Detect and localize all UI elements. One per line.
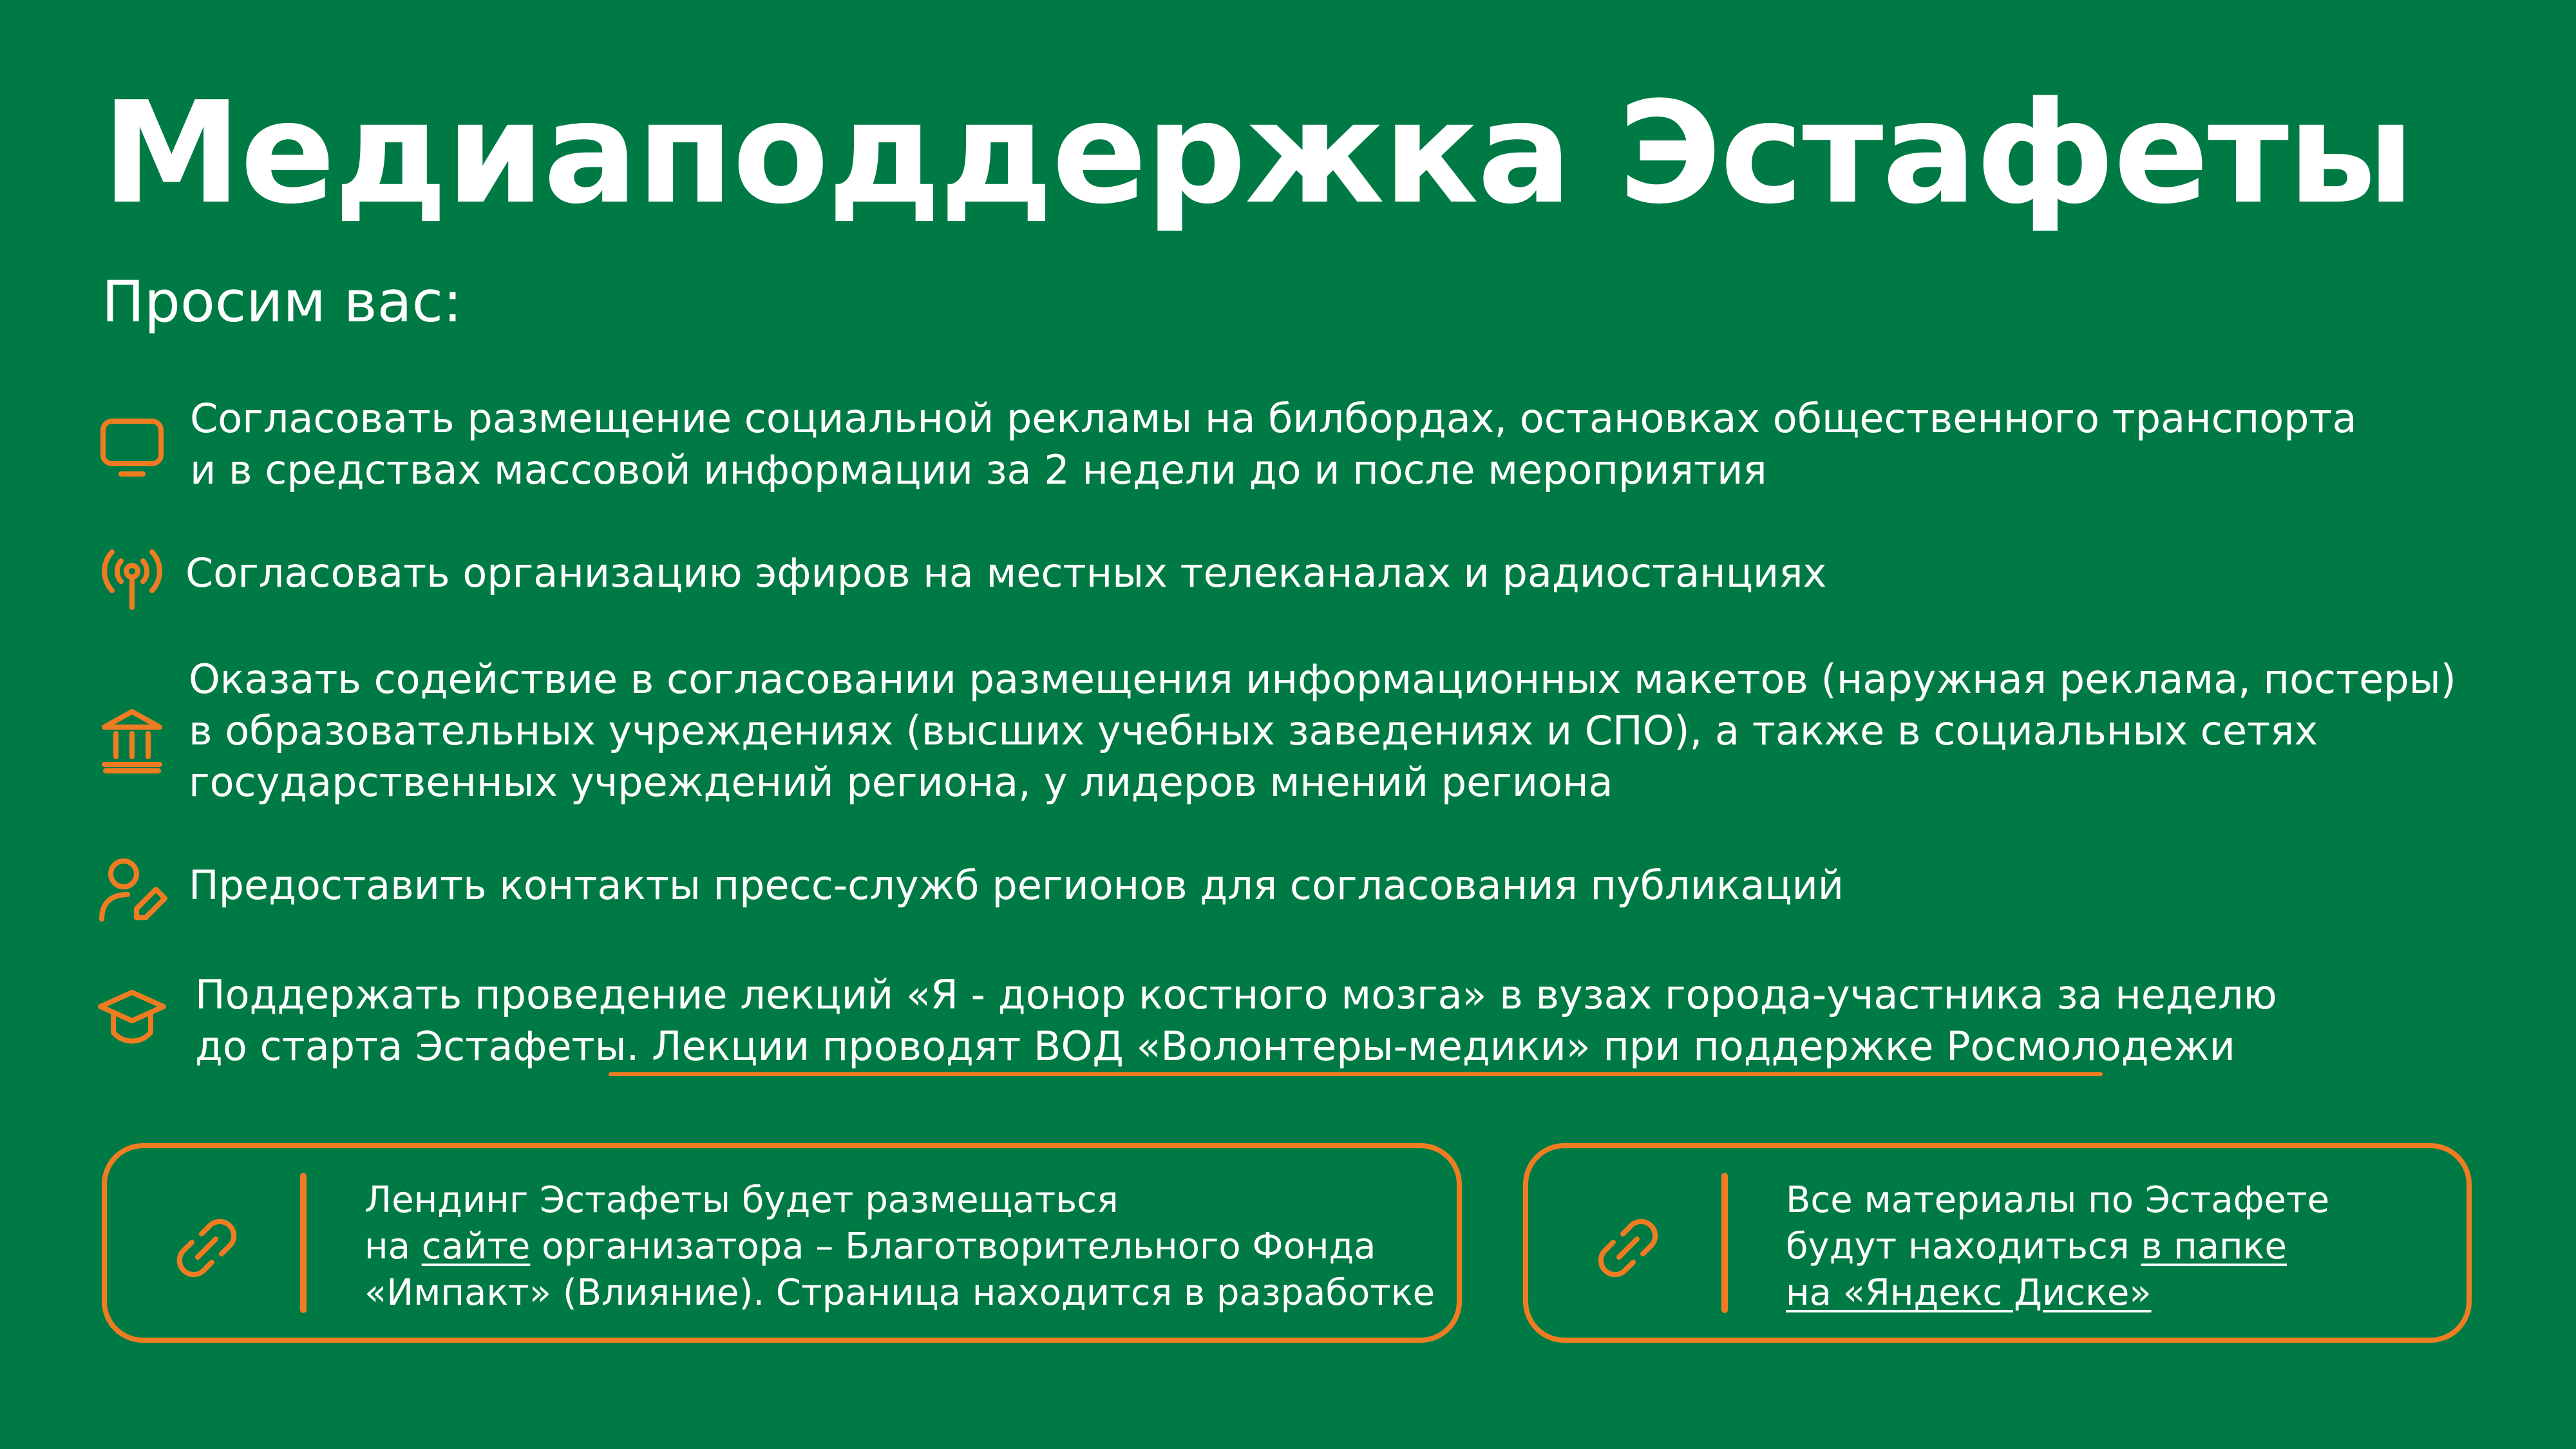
list-item-text: Согласовать размещение социальной рекламы на билбордах, остановках общественного транспорта <box>190 395 2357 442</box>
highlight-underline <box>609 1072 2103 1076</box>
card-divider <box>300 1173 307 1313</box>
list-item-text: до старта Эстафеты. Лекции проводят ВОД «Волонтеры-медики» при поддержке Росмолодежи <box>195 1023 2235 1070</box>
list-item-text: Предоставить контакты пресс-служб регионов для согласования публикаций <box>189 862 1844 909</box>
list-item-text: Оказать содействие в согласовании размещения информационных макетов (наружная реклама, постеры) <box>189 656 2456 703</box>
user-edit-icon <box>97 855 167 925</box>
list-item-text: государственных учреждений региона, у лидеров мнений региона <box>189 759 1613 806</box>
card-divider <box>1721 1173 1728 1313</box>
card-text-line: Все материалы по Эстафете <box>1786 1179 2330 1221</box>
broadcast-icon <box>97 544 167 615</box>
card-text-line: Лендинг Эстафеты будет размещаться <box>365 1179 1119 1221</box>
materials-info-card <box>1523 1143 2472 1343</box>
list-item-text: Поддержать проведение лекций «Я - донор костного мозга» в вузах города-участника за неделю <box>195 971 2277 1018</box>
folder-link[interactable]: в папке <box>2141 1226 2287 1267</box>
link-icon <box>1589 1209 1667 1287</box>
link-icon <box>168 1209 245 1287</box>
page-subtitle: Просим вас: <box>102 269 462 335</box>
monitor-icon <box>97 412 167 483</box>
graduation-cap-icon <box>97 982 167 1053</box>
institution-icon <box>97 705 167 776</box>
card-text-line: на сайте организатора – Благотворительного Фонда <box>365 1226 1376 1267</box>
list-item-text: Согласовать организацию эфиров на местных телеканалах и радиостанциях <box>185 549 1827 596</box>
card-text-line: будут находиться в папке <box>1786 1226 2287 1267</box>
site-link[interactable]: сайте <box>421 1226 531 1267</box>
yandex-disk-link[interactable]: на «Яндекс Диске» <box>1786 1272 2152 1314</box>
landing-info-card <box>102 1143 1462 1343</box>
list-item-text: в образовательных учреждениях (высших учебных заведениях и СПО), а также в социальных сетях <box>189 707 2318 754</box>
list-item-text: и в средствах массовой информации за 2 недели до и после мероприятия <box>190 446 1767 493</box>
card-text-line <box>1786 1270 2329 1316</box>
card-text-line: «Импакт» (Влияние). Страница находится в разработке <box>365 1272 1435 1314</box>
page-title: Медиаподдержка Эстафеты <box>102 72 2414 235</box>
